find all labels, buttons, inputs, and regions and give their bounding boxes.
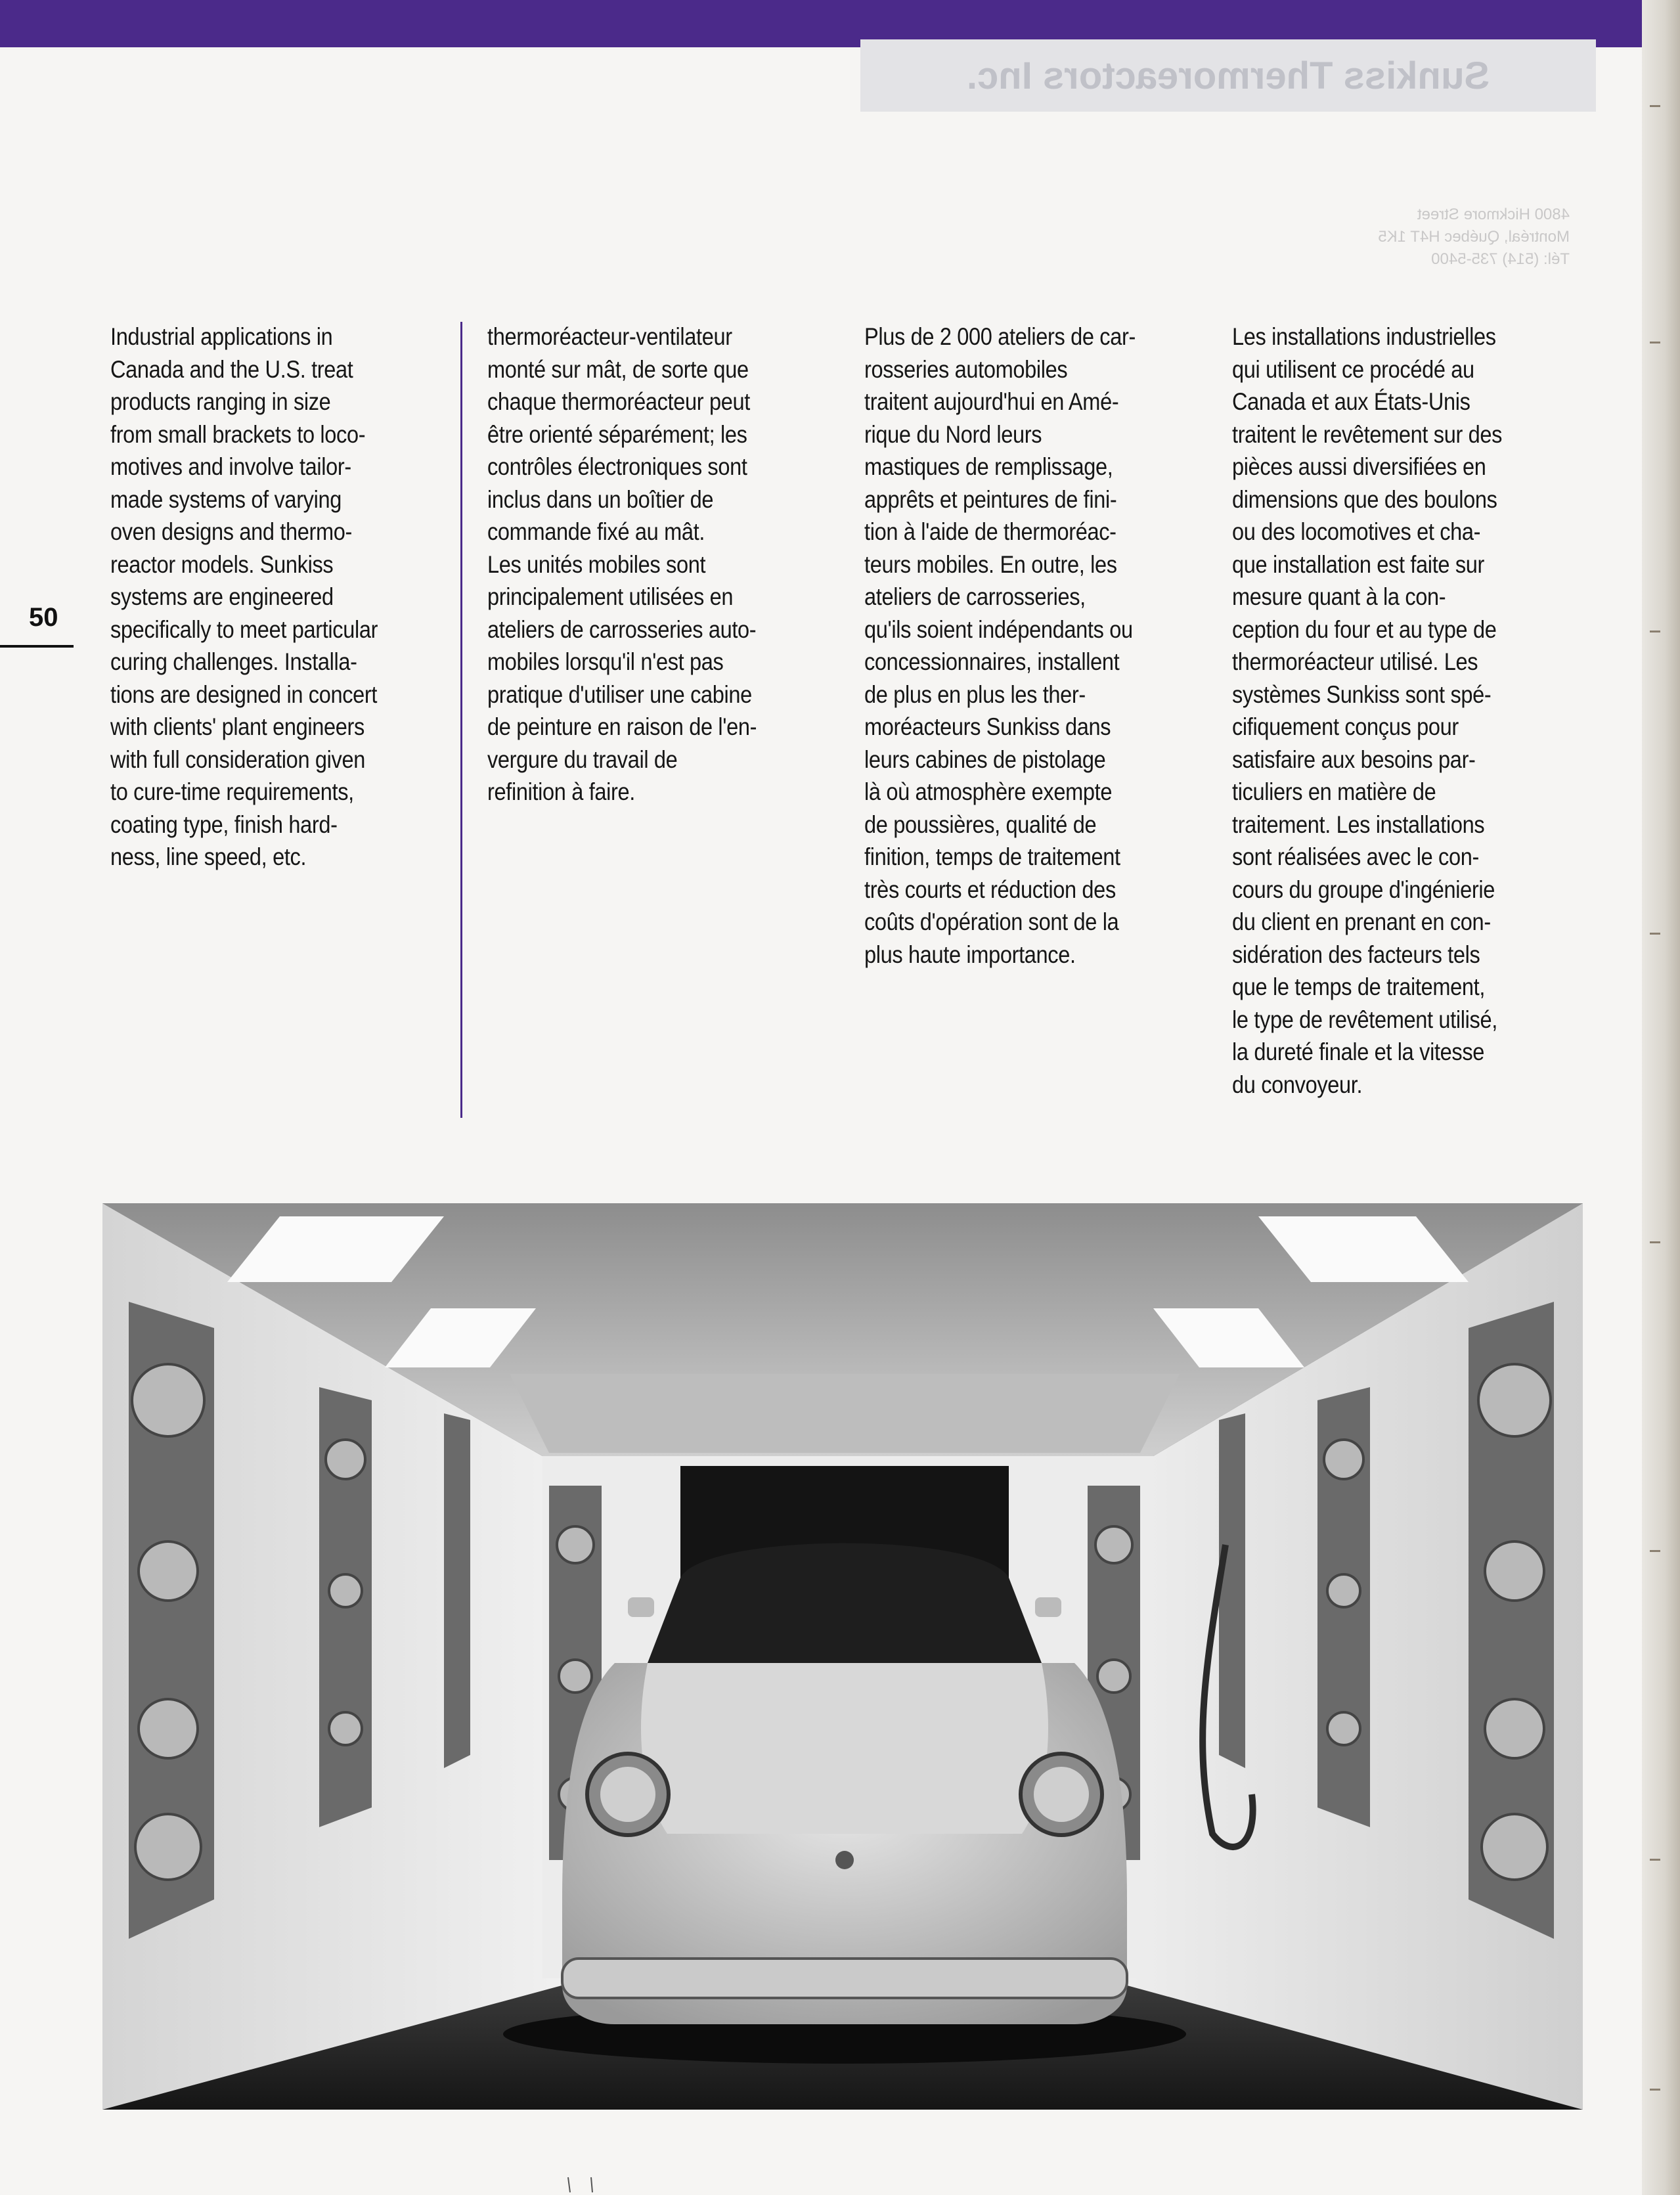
text-column-french-body-shops [864, 321, 1176, 971]
page-number: 50 [29, 603, 58, 632]
page-number-rule [0, 645, 74, 648]
showthrough-address-line: 4800 Hickmore Street [1417, 206, 1570, 223]
column-paragraph: Plus de 2 000 ateliers de car- rosseries automobiles traitent aujourd'hui en Amé- rique du Nord leurs mastiques de remplissage, apprêts et peintures de fini- tion à l'aide de thermoréac- teurs mobiles. En outre, les ateliers de carrosseries, qu'ils soient indépendants ou concessionnaires, installent de plus en plus les ther- moréacteurs Sunkiss dans leurs cabines de pistolage là où atmosphère exempte de poussières, qualité de finition, temps de traitement très courts et réduction des coûts d'opération sont de la plus haute importance. [864, 323, 1136, 968]
bottom-crop-marks [565, 2174, 604, 2194]
column-paragraph: Les installations industrielles qui utilisent ce procédé au Canada et aux États-Unis traitent le revêtement sur des pièces aussi diversifiées en dimensions que des boulons ou des locomotives et cha- que installation est faite sur mesure quant à la con- ception du four et au type de thermoréacteur utilisé. Les systèmes Sunkiss sont spé- cifiquement conçus pour satisfaire aux besoins par- ticuliers en matière de traitement. Les installations sont réalisées avec le con- cours du groupe d'ingénierie du client en prenant en con- sidération des facteurs tels que le temps de traitement, le type de revêtement utilisé, la dureté finale et la vitesse du convoyeur. [1232, 323, 1503, 1098]
column-paragraph: thermoréacteur-ventilateur monté sur mât, de sorte que chaque thermoréacteur peut être orienté séparément; les contrôles électroniques sont inclus dans un boîtier de commande fixé au mât. Les unités mobiles sont principalement utilisées en ateliers de carrosseries auto- mobiles lorsqu'il n'est pas pratique d'utiliser une cabine de peinture en raison de l'en- vergure du travail de refinition à faire. [487, 323, 757, 805]
paint-booth-illustration [102, 1203, 1583, 2110]
column-divider [460, 322, 462, 1118]
text-column-english [110, 321, 422, 874]
text-column-french-continued [487, 321, 799, 809]
page-binding-edge [1642, 0, 1680, 2195]
paint-booth-photo [102, 1203, 1583, 2110]
column-paragraph: Industrial applications in Canada and the U.S. treat products ranging in size from small brackets to loco- motives and involve tailor- made systems of varying oven designs and thermo- reactor models. Sunkiss systems are engineered specifically to meet particular curing challenges. Installa- tions are designed in concert with clients' plant engineers with full consideration given to cure-time requirements, coating type, finish hard- ness, line speed, etc. [110, 323, 378, 870]
showthrough-address-line: Montréal, Québec H4T 1K5 [1378, 228, 1570, 246]
showthrough-address [1353, 204, 1570, 271]
text-column-french-industrial [1232, 321, 1550, 1101]
showthrough-banner [860, 39, 1596, 112]
showthrough-address-line: Tél: (514) 735-5400 [1431, 250, 1570, 268]
showthrough-banner-text: Sunkiss Thermoreactors Inc. [966, 54, 1490, 97]
